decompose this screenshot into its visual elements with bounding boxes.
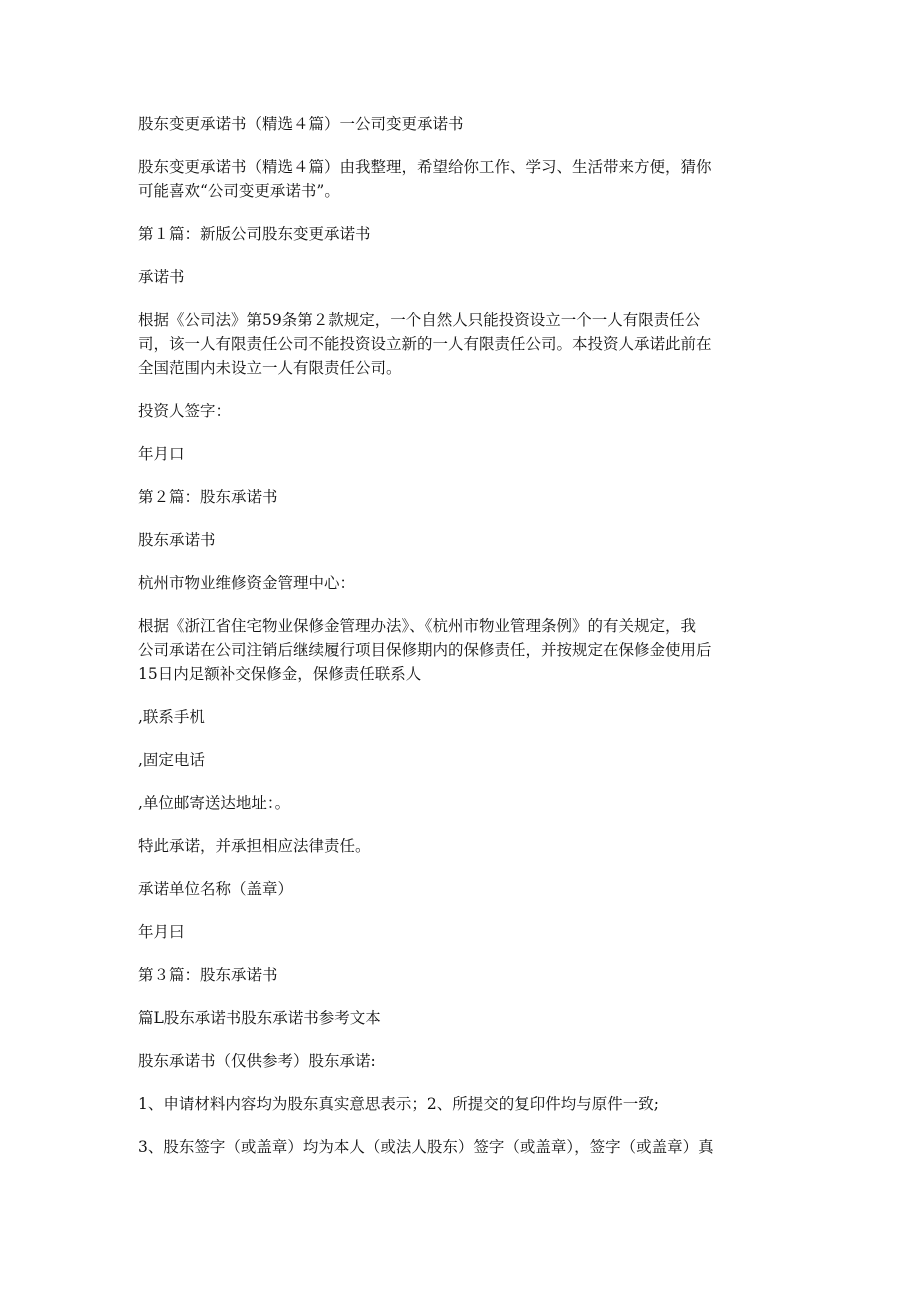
mailing-address-line: ,单位邮寄送达地址：。 — [138, 794, 291, 812]
section-heading-1: 第１篇：新版公司股东变更承诺书 — [138, 225, 371, 243]
company-seal-line: 承诺单位名称（盖章） — [138, 880, 294, 898]
signature-line: 投资人签字： — [138, 402, 232, 420]
document-body — [138, 112, 788, 1178]
subheading-commitment: 承诺书 — [138, 268, 185, 286]
reference-intro: 股东承诺书（仅供参考）股东承诺: — [138, 1052, 376, 1070]
intro-paragraph: 股东变更承诺书（精选４篇）由我整理，希望给你工作、学习、生活带来方便，猜你 可能喜欢“公司变更承诺书”。 — [138, 158, 712, 200]
section-heading-2: 第２篇：股东承诺书 — [138, 488, 278, 506]
addressee-line: 杭州市物业维修资金管理中心： — [138, 574, 356, 592]
date-line: 年月曰 — [138, 923, 185, 941]
subheading-shareholder: 股东承诺书 — [138, 531, 216, 549]
document-title: 股东变更承诺书（精选４篇）一公司变更承诺书 — [138, 115, 464, 133]
list-item: 1、申请材料内容均为股东真实意思表示；2、所提交的复印件均与原件一致; — [138, 1095, 659, 1113]
subheading-reference: 篇L股东承诺书股东承诺书参考文本 — [138, 1009, 381, 1027]
body-paragraph: 根据《公司法》第59条第２款规定，一个自然人只能投资设立一个一人有限责任公 司，该一人有限责任公司不能投资设立新的一人有限责任公司。本投资人承诺此前在 全国范围内未设立一人有限责任公司。 — [138, 311, 712, 377]
contact-mobile-line: ,联系手机 — [138, 708, 205, 726]
section-heading-3: 第３篇：股东承诺书 — [138, 966, 278, 984]
closing-statement: 特此承诺，并承担相应法律责任。 — [138, 837, 371, 855]
contact-phone-line: ,固定电话 — [138, 751, 205, 769]
body-paragraph: 根据《浙江省住宅物业保修金管理办法》、《杭州市物业管理条例》的有关规定，我 公司承诺在公司注销后继续履行项目保修期内的保修责任，并按规定在保修金使用后 15日内足额补交保修金，保修责任联系人 — [138, 617, 712, 683]
list-item: 3、股东签字（或盖章）均为本人（或法人股东）签字（或盖章），签字（或盖章）真 — [138, 1138, 714, 1156]
date-line: 年月口 — [138, 445, 185, 463]
